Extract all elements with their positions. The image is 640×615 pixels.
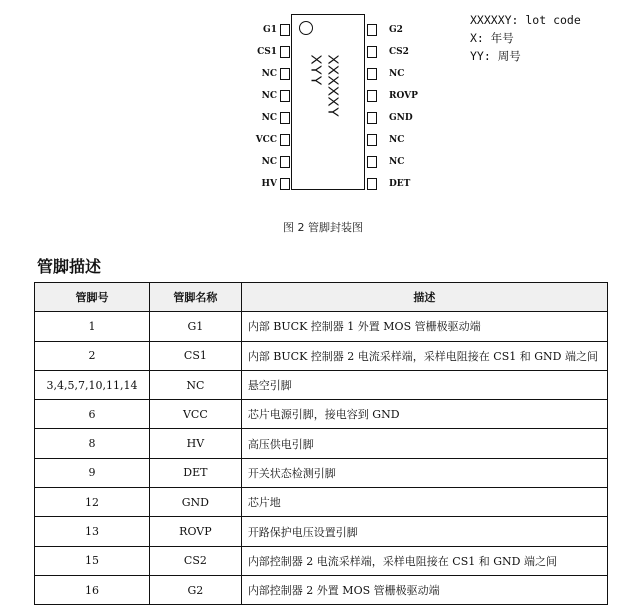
right-pin [367, 68, 377, 80]
table-row [35, 429, 608, 458]
pin-description: 开路保护电压设置引脚 [241, 517, 607, 546]
pin-description: 内部控制器 2 外置 MOS 管栅极驱动端 [241, 575, 607, 604]
pin-label-vcc: VCC [255, 135, 277, 145]
marking-line-2: XYY [307, 54, 325, 86]
pin-label-g2: G2 [389, 25, 403, 35]
table-header-row [35, 283, 608, 312]
pin-number: 15 [35, 546, 150, 575]
section-title: 管脚描述 [37, 257, 102, 276]
legend-lot-code: XXXXXY: lot code [470, 13, 581, 27]
pin-number: 8 [35, 429, 150, 458]
pin-description: 内部 BUCK 控制器 1 外置 MOS 管栅极驱动端 [241, 312, 607, 341]
pin-name: ROVP [149, 517, 241, 546]
pin-label-nc: NC [261, 157, 277, 167]
pin-label-cs1: CS1 [257, 47, 277, 57]
left-pin [280, 90, 290, 102]
pin-label-nc: NC [261, 69, 277, 79]
pin-name: GND [149, 488, 241, 517]
pin-label-nc: NC [389, 135, 405, 145]
pin-description: 开关状态检测引脚 [241, 458, 607, 487]
pin-label-nc: NC [389, 157, 405, 167]
table-row [35, 575, 608, 604]
left-pin [280, 156, 290, 168]
header-description: 描述 [241, 283, 607, 312]
pin-label-g1: G1 [263, 25, 277, 35]
pin-description: 内部 BUCK 控制器 2 电流采样端，采样电阻接在 CS1 和 GND 端之间 [241, 341, 607, 370]
chip-marking [308, 54, 342, 117]
header-pin-number: 管脚号 [35, 283, 150, 312]
left-pin [280, 112, 290, 124]
pin-name: G1 [149, 312, 241, 341]
table-row [35, 312, 608, 341]
pin-number: 1 [35, 312, 150, 341]
table-row [35, 488, 608, 517]
pin-number: 2 [35, 341, 150, 370]
pin-name: DET [149, 458, 241, 487]
package-diagram [249, 14, 419, 190]
pin-label-nc: NC [389, 69, 405, 79]
left-pin [280, 24, 290, 36]
pin-description: 内部控制器 2 电流采样端，采样电阻接在 CS1 和 GND 端之间 [241, 546, 607, 575]
pin-name: NC [149, 370, 241, 399]
marking-line-1: XXXXXY [324, 54, 342, 118]
pin-number: 6 [35, 400, 150, 429]
legend-week: YY: 周号 [470, 49, 521, 63]
right-pin [367, 24, 377, 36]
right-pin [367, 90, 377, 102]
pin-description: 芯片电源引脚，接电容到 GND [241, 400, 607, 429]
pin-name: VCC [149, 400, 241, 429]
pin-label-det: DET [389, 179, 411, 189]
marking-legend [470, 11, 581, 65]
left-pin [280, 134, 290, 146]
table-row [35, 546, 608, 575]
legend-year: X: 年号 [470, 31, 514, 45]
table-row [35, 400, 608, 429]
pin-name: CS2 [149, 546, 241, 575]
pin-description: 芯片地 [241, 488, 607, 517]
pin-label-hv: HV [261, 179, 277, 189]
right-pin [367, 134, 377, 146]
pin-name: HV [149, 429, 241, 458]
left-pin [280, 68, 290, 80]
right-pin [367, 156, 377, 168]
left-pin [280, 178, 290, 190]
pin-number: 9 [35, 458, 150, 487]
pin-description: 高压供电引脚 [241, 429, 607, 458]
pin1-marker [299, 21, 313, 35]
right-pin [367, 112, 377, 124]
left-pin [280, 46, 290, 58]
table-row [35, 370, 608, 399]
pin-number: 3,4,5,7,10,11,14 [35, 370, 150, 399]
pin-label-gnd: GND [389, 113, 413, 123]
table-row [35, 341, 608, 370]
pin-description: 悬空引脚 [241, 370, 607, 399]
pin-description-table [34, 282, 608, 605]
pin-label-nc: NC [261, 113, 277, 123]
table-row [35, 517, 608, 546]
pin-label-rovp: ROVP [389, 91, 418, 101]
table-row [35, 458, 608, 487]
header-pin-name: 管脚名称 [149, 283, 241, 312]
pin-number: 16 [35, 575, 150, 604]
figure-caption: 图 2 管脚封装图 [283, 221, 363, 234]
right-pin [367, 178, 377, 190]
pin-label-nc: NC [261, 91, 277, 101]
pin-number: 13 [35, 517, 150, 546]
pin-label-cs2: CS2 [389, 47, 409, 57]
pin-number: 12 [35, 488, 150, 517]
pin-name: CS1 [149, 341, 241, 370]
right-pin [367, 46, 377, 58]
pin-name: G2 [149, 575, 241, 604]
